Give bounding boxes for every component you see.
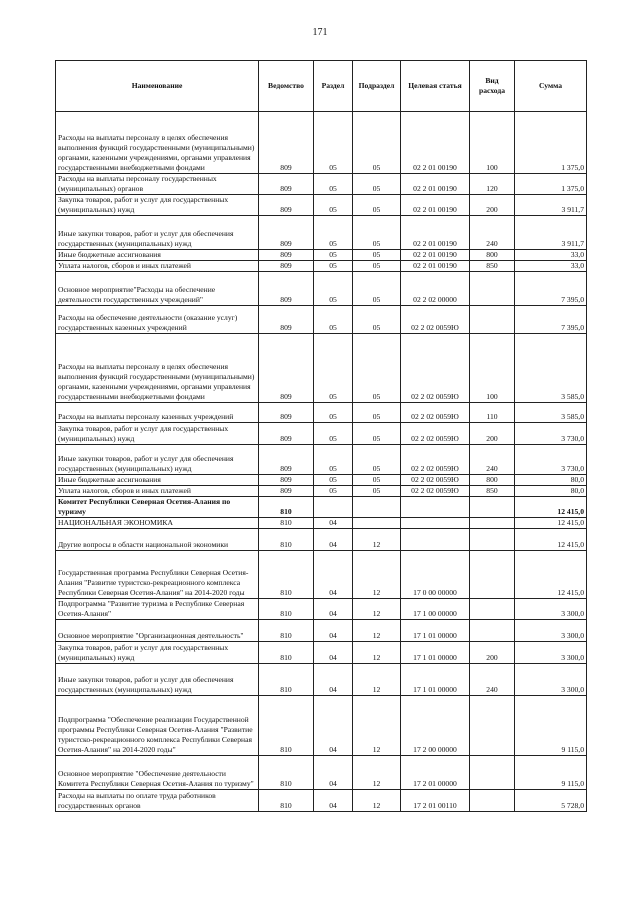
cell-name: Подпрограмма "Развитие туризма в Республике Северная Осетия-Алания" <box>56 599 259 620</box>
cell-razdel: 05 <box>314 403 353 423</box>
cell-ved: 810 <box>259 497 314 518</box>
table-row <box>56 790 587 812</box>
cell-ved: 809 <box>259 423 314 445</box>
cell-podrazdel: 05 <box>353 112 401 174</box>
cell-name: Подпрограмма "Обеспечение реализации Государственной программы Республики Северная Осетия-Алания "Развитие туристско-рекреационного комплекса Республики Северная Осетия-Алания" на 2014-2020 годы" <box>56 696 259 756</box>
cell-statya <box>401 518 470 529</box>
cell-ved: 810 <box>259 790 314 812</box>
cell-name: Расходы на выплаты персоналу казенных учреждений <box>56 403 259 423</box>
cell-name: Иные закупки товаров, работ и услуг для обеспечения государственных (муниципальных) нужд <box>56 445 259 475</box>
cell-vid <box>470 529 515 551</box>
cell-razdel: 04 <box>314 790 353 812</box>
cell-podrazdel: 05 <box>353 174 401 195</box>
cell-name: Уплата налогов, сборов и иных платежей <box>56 261 259 272</box>
cell-podrazdel <box>353 518 401 529</box>
cell-statya: 02 2 02 0059Ю <box>401 423 470 445</box>
table-row <box>56 174 587 195</box>
cell-name: Основное мероприятие "Обеспечение деятельности Комитета Республики Северная Осетия-Алания по туризму" <box>56 756 259 790</box>
cell-summa: 3 730,0 <box>515 445 587 475</box>
cell-podrazdel: 05 <box>353 475 401 486</box>
table-row <box>56 334 587 403</box>
cell-statya: 17 2 01 00000 <box>401 756 470 790</box>
cell-name: Расходы на обеспечение деятельности (оказание услуг) государственных казенных учреждений <box>56 306 259 334</box>
cell-podrazdel: 12 <box>353 664 401 696</box>
cell-summa: 9 115,0 <box>515 696 587 756</box>
cell-statya: 17 0 00 00000 <box>401 551 470 599</box>
cell-statya: 02 2 02 00000 <box>401 272 470 306</box>
table-row <box>56 261 587 272</box>
table-row <box>56 272 587 306</box>
cell-summa: 3 585,0 <box>515 403 587 423</box>
header-ved: Ведомство <box>259 61 314 112</box>
cell-razdel: 05 <box>314 486 353 497</box>
cell-razdel: 05 <box>314 216 353 250</box>
table-row <box>56 475 587 486</box>
cell-ved: 810 <box>259 664 314 696</box>
cell-vid: 240 <box>470 664 515 696</box>
table-row <box>56 620 587 642</box>
cell-podrazdel: 05 <box>353 250 401 261</box>
cell-ved: 809 <box>259 334 314 403</box>
cell-name: Расходы на выплаты персоналу в целях обеспечения выполнения функций государственными (муниципальными) органами, казенными учреждениями, органами управления государственными внебюджетными фондами <box>56 334 259 403</box>
cell-statya: 02 2 01 00190 <box>401 112 470 174</box>
cell-ved: 809 <box>259 445 314 475</box>
cell-name: Уплата налогов, сборов и иных платежей <box>56 486 259 497</box>
header-statya: Целевая статья <box>401 61 470 112</box>
cell-ved: 809 <box>259 112 314 174</box>
cell-ved: 810 <box>259 620 314 642</box>
cell-razdel: 05 <box>314 423 353 445</box>
cell-razdel: 05 <box>314 475 353 486</box>
cell-razdel: 04 <box>314 599 353 620</box>
cell-vid: 850 <box>470 486 515 497</box>
cell-name: Другие вопросы в области национальной экономики <box>56 529 259 551</box>
cell-statya: 17 2 00 00000 <box>401 696 470 756</box>
cell-statya: 02 2 01 00190 <box>401 195 470 216</box>
cell-name: Расходы на выплаты персоналу в целях обеспечения выполнения функций государственными (муниципальными) органами, казенными учреждениями, органами управления государственными внебюджетными фондами <box>56 112 259 174</box>
cell-razdel: 05 <box>314 445 353 475</box>
cell-ved: 810 <box>259 642 314 664</box>
header-summa: Сумма <box>515 61 587 112</box>
cell-ved: 809 <box>259 216 314 250</box>
cell-name: Расходы на выплаты персоналу государственных (муниципальных) органов <box>56 174 259 195</box>
cell-statya: 02 2 01 00190 <box>401 250 470 261</box>
page-number: 171 <box>312 27 328 38</box>
cell-statya: 17 1 01 00000 <box>401 664 470 696</box>
cell-vid: 800 <box>470 475 515 486</box>
cell-ved: 809 <box>259 261 314 272</box>
header-razdel: Раздел <box>314 61 353 112</box>
cell-razdel <box>314 497 353 518</box>
cell-ved: 809 <box>259 306 314 334</box>
cell-summa: 3 300,0 <box>515 642 587 664</box>
cell-vid <box>470 497 515 518</box>
cell-summa: 12 415,0 <box>515 529 587 551</box>
cell-podrazdel: 12 <box>353 529 401 551</box>
cell-vid: 200 <box>470 642 515 664</box>
cell-podrazdel: 12 <box>353 642 401 664</box>
cell-podrazdel: 12 <box>353 551 401 599</box>
cell-summa: 3 585,0 <box>515 334 587 403</box>
cell-statya: 02 2 01 00190 <box>401 216 470 250</box>
cell-podrazdel: 05 <box>353 403 401 423</box>
cell-statya: 02 2 02 0059Ю <box>401 403 470 423</box>
cell-name: Государственная программа Республики Северная Осетия-Алания "Развитие туристско-рекреационного комплекса Республики Северная Осетия-Алания" на 2014-2020 годы <box>56 551 259 599</box>
cell-vid <box>470 790 515 812</box>
cell-razdel: 04 <box>314 551 353 599</box>
cell-summa: 80,0 <box>515 475 587 486</box>
header-vid: Вид расхода <box>470 61 515 112</box>
table-header-row <box>56 61 587 112</box>
cell-podrazdel: 05 <box>353 486 401 497</box>
cell-vid: 100 <box>470 334 515 403</box>
cell-razdel: 05 <box>314 174 353 195</box>
cell-summa: 1 375,0 <box>515 112 587 174</box>
cell-summa: 3 300,0 <box>515 599 587 620</box>
cell-ved: 810 <box>259 518 314 529</box>
cell-summa: 7 395,0 <box>515 272 587 306</box>
cell-vid <box>470 306 515 334</box>
cell-razdel: 05 <box>314 195 353 216</box>
cell-summa: 1 375,0 <box>515 174 587 195</box>
cell-name: Иные бюджетные ассигнования <box>56 475 259 486</box>
cell-summa: 3 300,0 <box>515 664 587 696</box>
cell-ved: 810 <box>259 756 314 790</box>
header-podrazdel: Подраздел <box>353 61 401 112</box>
cell-summa: 7 395,0 <box>515 306 587 334</box>
table-row <box>56 423 587 445</box>
cell-summa: 12 415,0 <box>515 551 587 599</box>
cell-razdel: 04 <box>314 620 353 642</box>
cell-statya: 02 2 02 0059Ю <box>401 486 470 497</box>
cell-statya: 02 2 02 0059Ю <box>401 445 470 475</box>
cell-podrazdel: 12 <box>353 756 401 790</box>
cell-razdel: 05 <box>314 112 353 174</box>
cell-vid: 200 <box>470 195 515 216</box>
table-row <box>56 112 587 174</box>
cell-summa: 5 728,0 <box>515 790 587 812</box>
cell-ved: 810 <box>259 696 314 756</box>
cell-vid: 800 <box>470 250 515 261</box>
cell-ved: 810 <box>259 551 314 599</box>
cell-statya: 02 2 02 0059Ю <box>401 475 470 486</box>
cell-statya <box>401 529 470 551</box>
table-row <box>56 642 587 664</box>
header-name: Наименование <box>56 61 259 112</box>
cell-name: НАЦИОНАЛЬНАЯ ЭКОНОМИКА <box>56 518 259 529</box>
cell-vid: 100 <box>470 112 515 174</box>
cell-podrazdel: 05 <box>353 306 401 334</box>
cell-name: Основное мероприятие"Расходы на обеспечение деятельности государственных учреждений" <box>56 272 259 306</box>
cell-vid <box>470 756 515 790</box>
cell-razdel: 04 <box>314 642 353 664</box>
cell-summa: 3 300,0 <box>515 620 587 642</box>
table-row <box>56 306 587 334</box>
cell-vid <box>470 599 515 620</box>
cell-podrazdel: 05 <box>353 195 401 216</box>
cell-razdel: 04 <box>314 664 353 696</box>
cell-razdel: 04 <box>314 696 353 756</box>
table-row <box>56 518 587 529</box>
cell-podrazdel: 05 <box>353 216 401 250</box>
cell-summa: 33,0 <box>515 250 587 261</box>
cell-vid <box>470 518 515 529</box>
cell-statya: 17 1 01 00000 <box>401 642 470 664</box>
cell-podrazdel: 12 <box>353 790 401 812</box>
cell-razdel: 04 <box>314 529 353 551</box>
cell-name: Основное мероприятие "Организационная деятельность" <box>56 620 259 642</box>
cell-summa: 33,0 <box>515 261 587 272</box>
cell-statya: 02 2 02 0059Ю <box>401 334 470 403</box>
cell-vid <box>470 272 515 306</box>
table-row <box>56 551 587 599</box>
cell-podrazdel: 05 <box>353 261 401 272</box>
cell-razdel: 05 <box>314 334 353 403</box>
cell-podrazdel <box>353 497 401 518</box>
cell-vid: 120 <box>470 174 515 195</box>
cell-name: Иные закупки товаров, работ и услуг для обеспечения государственных (муниципальных) нужд <box>56 216 259 250</box>
cell-statya: 17 1 00 00000 <box>401 599 470 620</box>
table-row <box>56 445 587 475</box>
cell-name: Закупка товаров, работ и услуг для государственных (муниципальных) нужд <box>56 642 259 664</box>
cell-razdel: 05 <box>314 250 353 261</box>
cell-ved: 809 <box>259 250 314 261</box>
cell-razdel: 05 <box>314 272 353 306</box>
cell-statya: 02 2 02 0059Ю <box>401 306 470 334</box>
cell-ved: 809 <box>259 174 314 195</box>
table-row <box>56 403 587 423</box>
table-row <box>56 696 587 756</box>
cell-podrazdel: 05 <box>353 334 401 403</box>
table-row <box>56 599 587 620</box>
cell-statya: 02 2 01 00190 <box>401 174 470 195</box>
cell-ved: 809 <box>259 486 314 497</box>
table-row <box>56 756 587 790</box>
cell-name: Расходы на выплаты по оплате труда работников государственных органов <box>56 790 259 812</box>
cell-statya <box>401 497 470 518</box>
cell-vid: 240 <box>470 216 515 250</box>
cell-razdel: 05 <box>314 306 353 334</box>
cell-name: Комитет Республики Северная Осетия-Алания по туризму <box>56 497 259 518</box>
cell-razdel: 04 <box>314 756 353 790</box>
cell-summa: 12 415,0 <box>515 497 587 518</box>
cell-statya: 17 2 01 00110 <box>401 790 470 812</box>
table-row <box>56 664 587 696</box>
cell-ved: 809 <box>259 475 314 486</box>
cell-podrazdel: 05 <box>353 272 401 306</box>
cell-vid: 850 <box>470 261 515 272</box>
cell-name: Иные бюджетные ассигнования <box>56 250 259 261</box>
cell-podrazdel: 05 <box>353 445 401 475</box>
cell-vid <box>470 696 515 756</box>
cell-summa: 12 415,0 <box>515 518 587 529</box>
table-body <box>56 112 587 812</box>
cell-razdel: 04 <box>314 518 353 529</box>
table-row <box>56 216 587 250</box>
cell-vid <box>470 620 515 642</box>
table-row <box>56 486 587 497</box>
cell-summa: 3 730,0 <box>515 423 587 445</box>
cell-summa: 3 911,7 <box>515 195 587 216</box>
table-row <box>56 195 587 216</box>
cell-podrazdel: 05 <box>353 423 401 445</box>
cell-vid: 110 <box>470 403 515 423</box>
cell-ved: 810 <box>259 599 314 620</box>
cell-podrazdel: 12 <box>353 696 401 756</box>
cell-summa: 80,0 <box>515 486 587 497</box>
table-row <box>56 250 587 261</box>
cell-vid: 240 <box>470 445 515 475</box>
table-row <box>56 497 587 518</box>
cell-podrazdel: 12 <box>353 620 401 642</box>
cell-name: Закупка товаров, работ и услуг для государственных (муниципальных) нужд <box>56 195 259 216</box>
cell-ved: 810 <box>259 529 314 551</box>
cell-statya: 17 1 01 00000 <box>401 620 470 642</box>
cell-vid <box>470 551 515 599</box>
cell-name: Закупка товаров, работ и услуг для государственных (муниципальных) нужд <box>56 423 259 445</box>
cell-ved: 809 <box>259 195 314 216</box>
cell-statya: 02 2 01 00190 <box>401 261 470 272</box>
budget-table <box>55 60 587 812</box>
table-row <box>56 529 587 551</box>
cell-name: Иные закупки товаров, работ и услуг для обеспечения государственных (муниципальных) нужд <box>56 664 259 696</box>
cell-razdel: 05 <box>314 261 353 272</box>
cell-summa: 3 911,7 <box>515 216 587 250</box>
cell-ved: 809 <box>259 272 314 306</box>
cell-summa: 9 115,0 <box>515 756 587 790</box>
cell-ved: 809 <box>259 403 314 423</box>
cell-podrazdel: 12 <box>353 599 401 620</box>
cell-vid: 200 <box>470 423 515 445</box>
